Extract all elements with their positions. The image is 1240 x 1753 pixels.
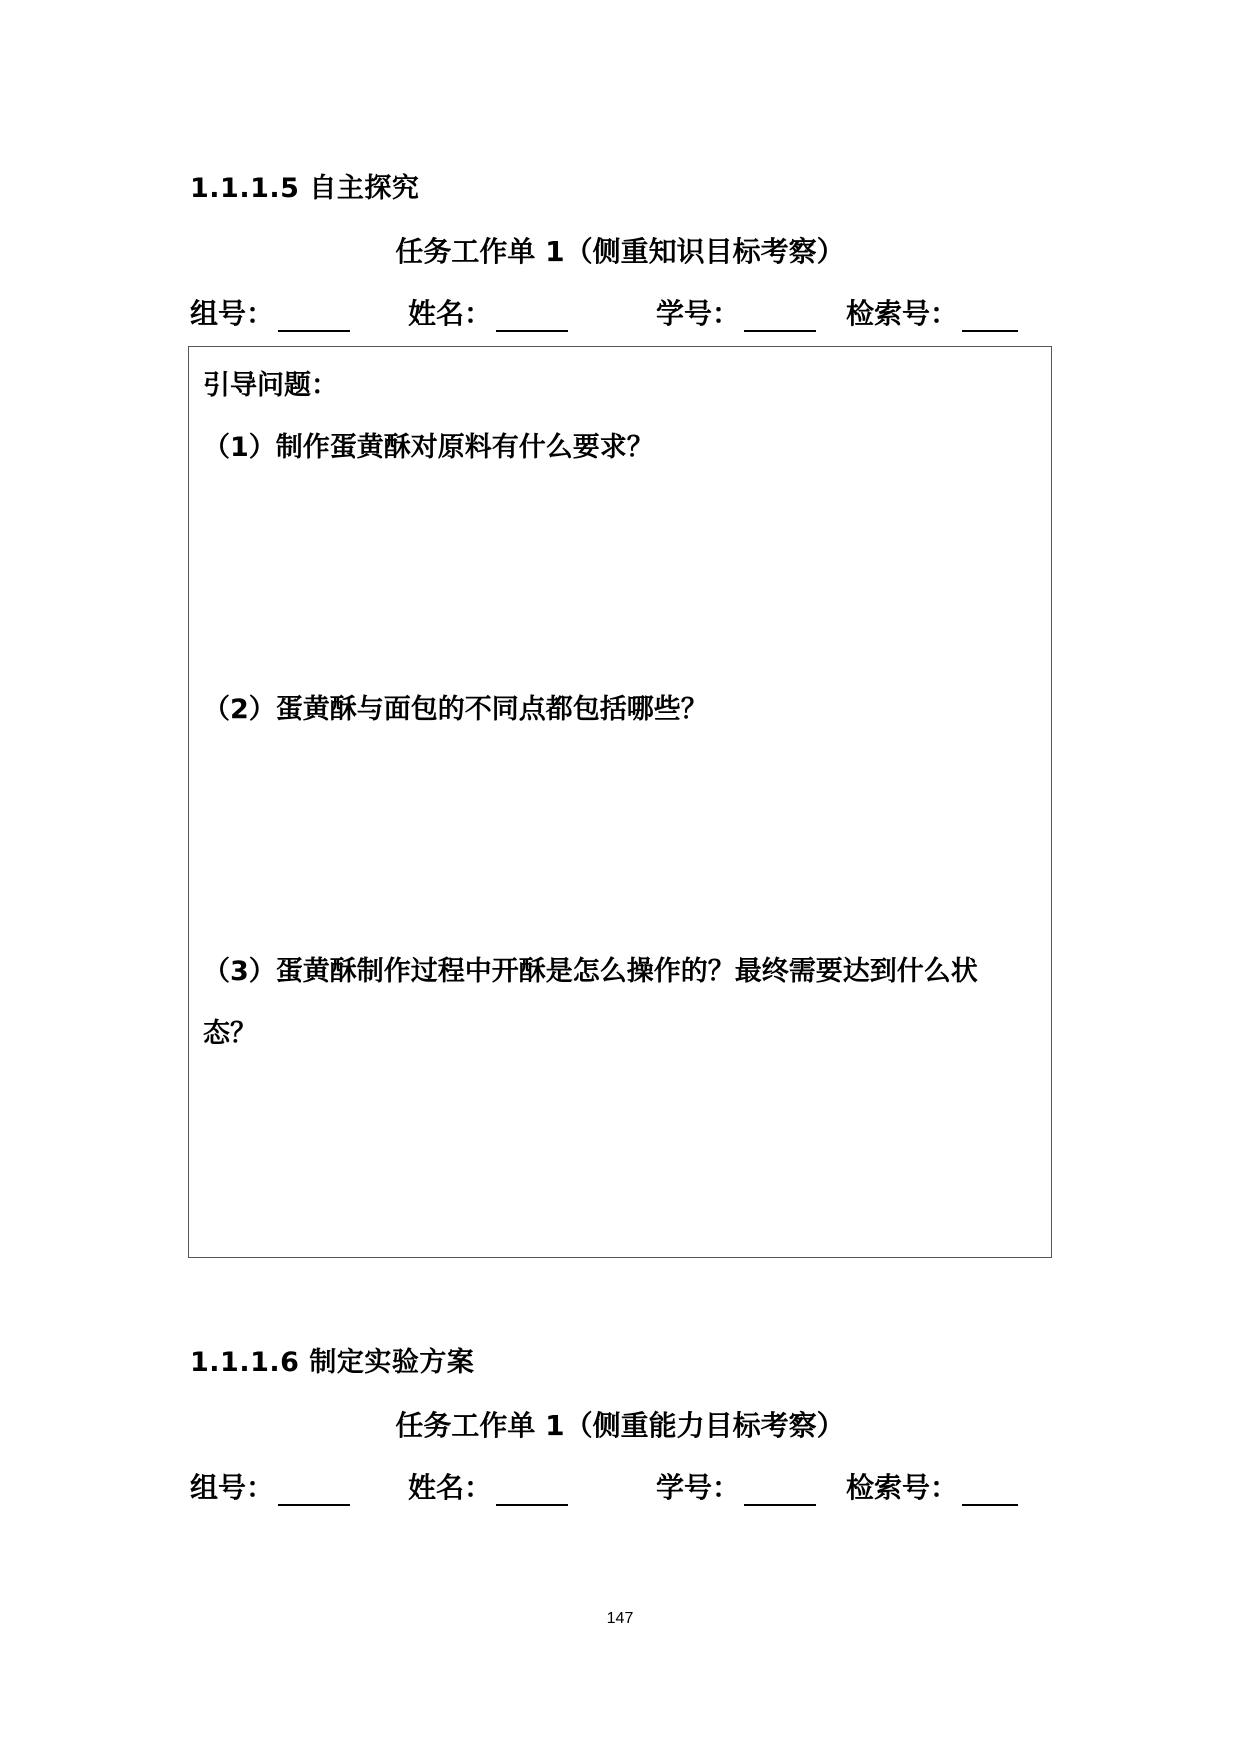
student-id-label: 学号： bbox=[656, 297, 741, 330]
guiding-questions-box bbox=[188, 346, 1052, 1258]
group-number-field bbox=[190, 1466, 350, 1506]
group-number-blank[interactable] bbox=[278, 1474, 350, 1506]
question-2: （2）蛋黄酥与面包的不同点都包括哪些？ bbox=[203, 694, 708, 725]
name-field bbox=[408, 292, 568, 332]
index-number-label: 检索号： bbox=[846, 297, 959, 330]
index-number-blank[interactable] bbox=[962, 1474, 1018, 1506]
name-label: 姓名： bbox=[408, 1471, 493, 1504]
group-number-label: 组号： bbox=[190, 297, 275, 330]
question-3-line-1: （3）蛋黄酥制作过程中开酥是怎么操作的？最终需要达到什么状 bbox=[203, 956, 978, 987]
student-id-label: 学号： bbox=[656, 1471, 741, 1504]
question-1: （1）制作蛋黄酥对原料有什么要求？ bbox=[203, 432, 654, 463]
name-blank[interactable] bbox=[496, 300, 568, 332]
index-number-blank[interactable] bbox=[962, 300, 1018, 332]
name-blank[interactable] bbox=[496, 1474, 568, 1506]
name-label: 姓名： bbox=[408, 297, 493, 330]
student-id-blank[interactable] bbox=[744, 1474, 816, 1506]
section-heading-autonomous-inquiry: 1.1.1.5 自主探究 bbox=[190, 173, 420, 204]
group-number-label: 组号： bbox=[190, 1471, 275, 1504]
group-number-field bbox=[190, 292, 350, 332]
index-number-label: 检索号： bbox=[846, 1471, 959, 1504]
worksheet-title-knowledge: 任务工作单 1（侧重知识目标考察） bbox=[395, 235, 845, 268]
student-id-blank[interactable] bbox=[744, 300, 816, 332]
info-row-2 bbox=[190, 1466, 1050, 1506]
group-number-blank[interactable] bbox=[278, 300, 350, 332]
index-number-field bbox=[846, 292, 1018, 332]
page-number: 147 bbox=[606, 1610, 634, 1627]
name-field bbox=[408, 1466, 568, 1506]
student-id-field bbox=[656, 292, 816, 332]
question-3-line-2: 态？ bbox=[203, 1018, 257, 1049]
guiding-questions-prompt: 引导问题： bbox=[203, 370, 338, 401]
student-id-field bbox=[656, 1466, 816, 1506]
index-number-field bbox=[846, 1466, 1018, 1506]
worksheet-title-ability: 任务工作单 1（侧重能力目标考察） bbox=[395, 1409, 845, 1442]
section-heading-experiment-plan: 1.1.1.6 制定实验方案 bbox=[190, 1347, 475, 1378]
info-row-1 bbox=[190, 292, 1050, 332]
